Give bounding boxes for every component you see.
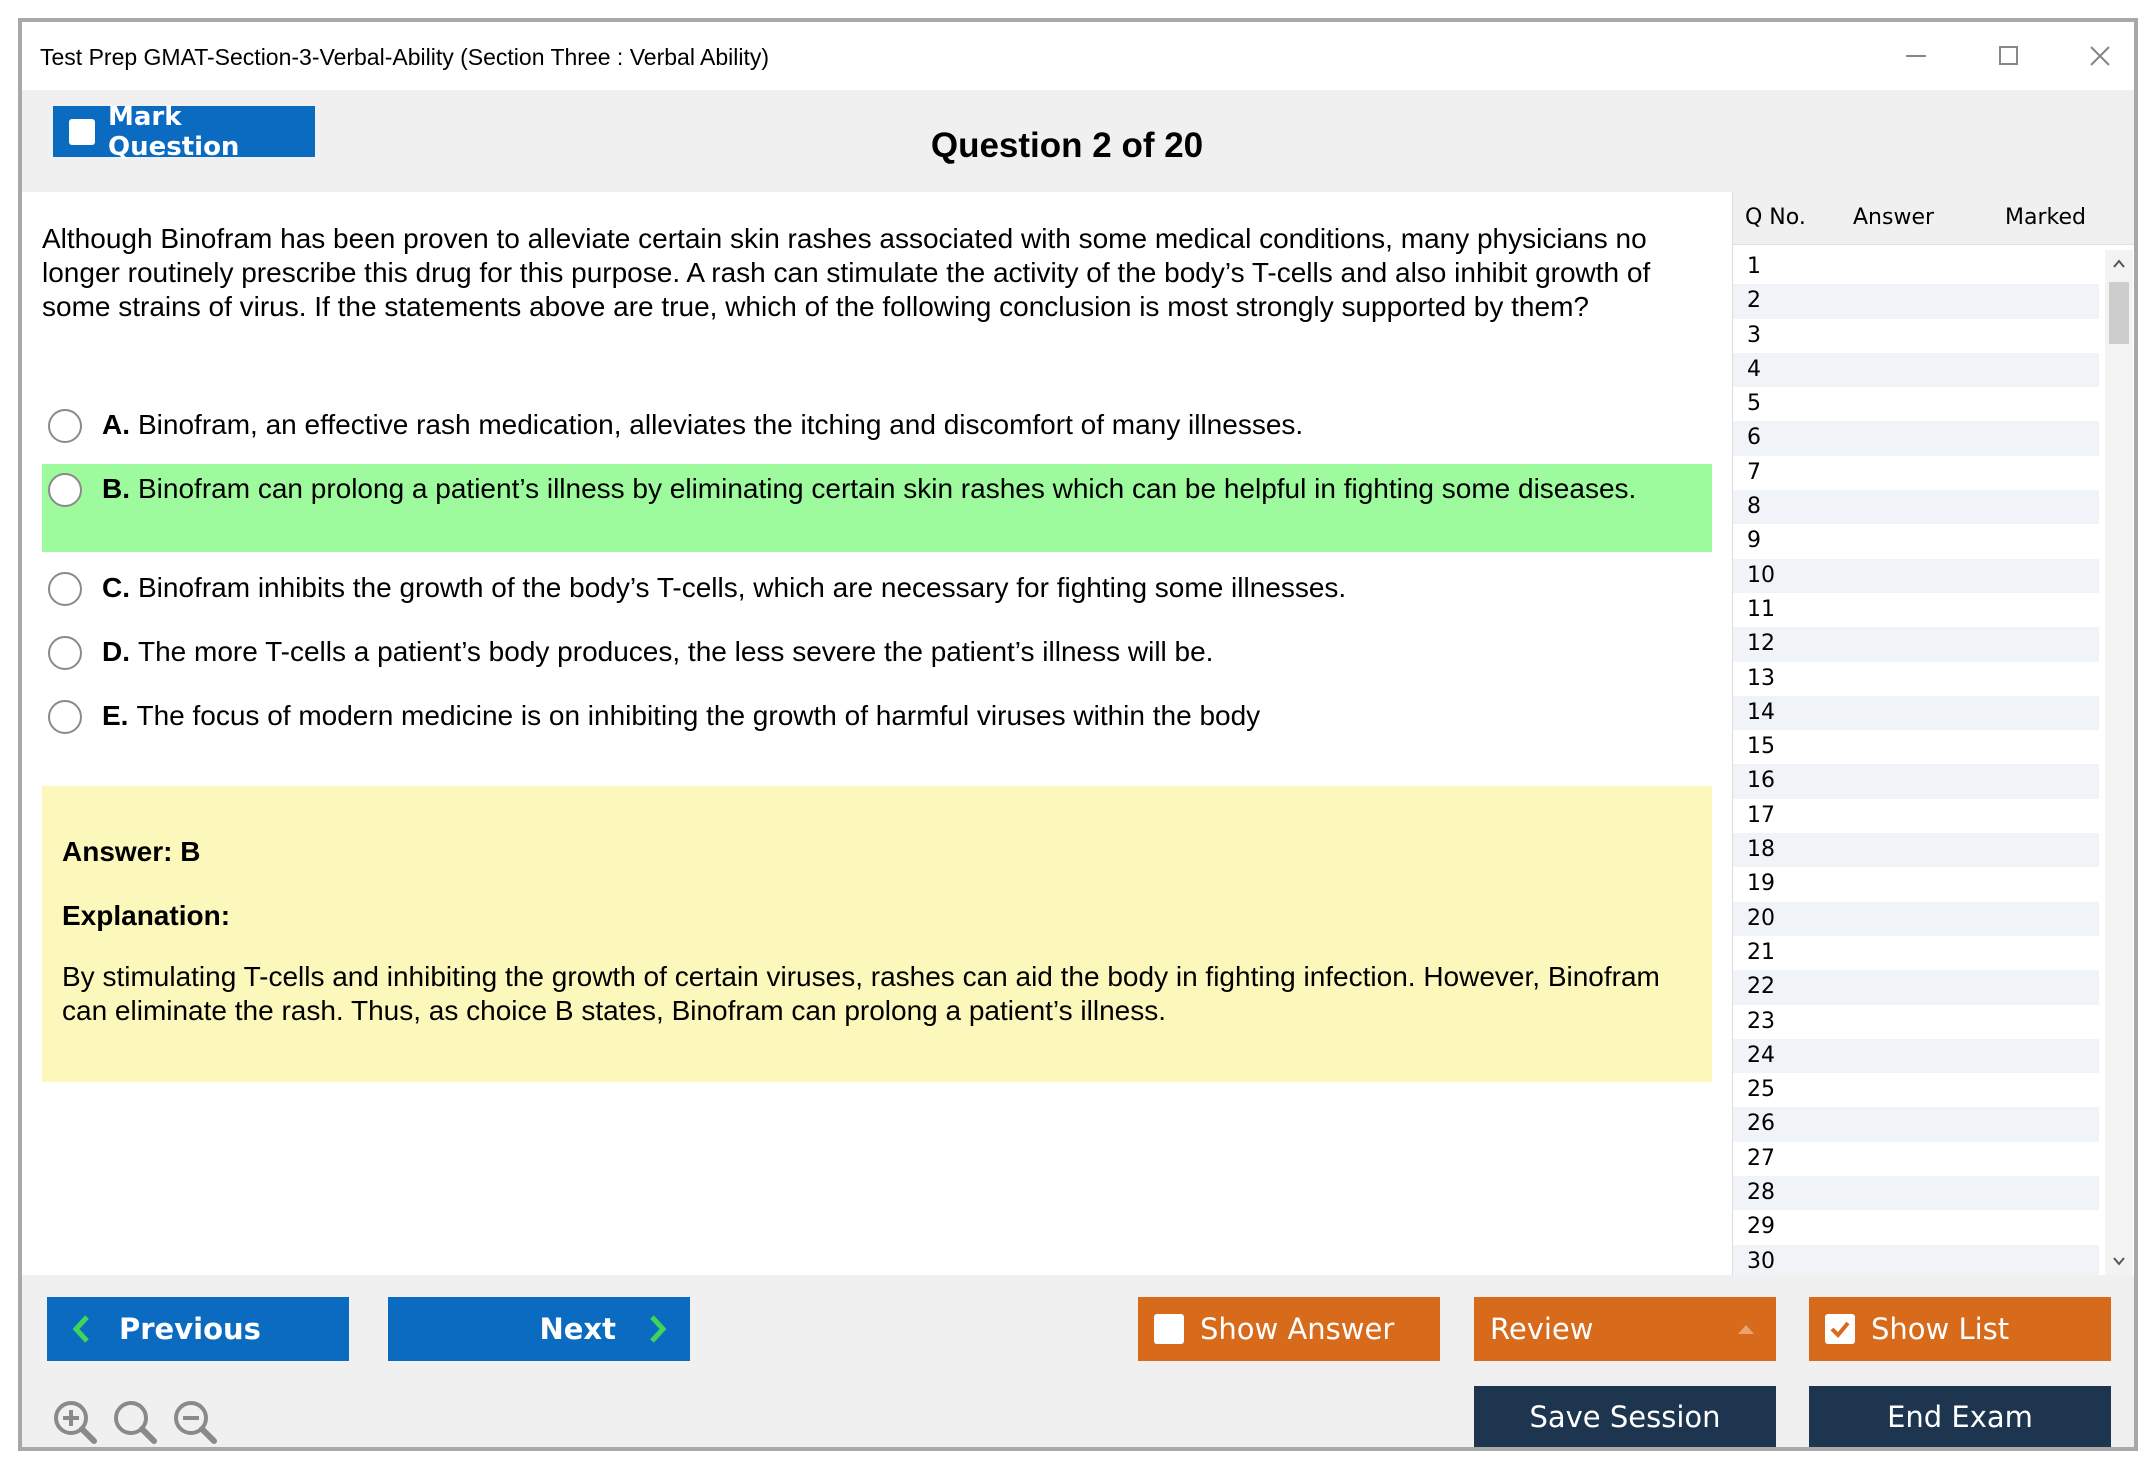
next-label: Next xyxy=(539,1312,616,1346)
question-number: 9 xyxy=(1747,528,1761,554)
explanation-label: Explanation: xyxy=(62,900,231,931)
question-counter: Question 2 of 20 xyxy=(930,126,1204,165)
question-list-row[interactable] xyxy=(1733,696,2099,730)
show-list-button[interactable] xyxy=(1809,1297,2111,1361)
option-letter: D. xyxy=(102,636,130,667)
qno-column-header[interactable]: Q No. xyxy=(1745,205,1806,230)
question-list-row[interactable] xyxy=(1733,867,2099,901)
question-list-row[interactable] xyxy=(1733,250,2099,284)
show-list-label: Show List xyxy=(1871,1312,2010,1346)
option-letter: C. xyxy=(102,572,130,603)
question-number: 26 xyxy=(1747,1111,1775,1137)
question-list-row[interactable] xyxy=(1733,764,2099,798)
option-a-radio[interactable] xyxy=(48,409,82,443)
question-number: 27 xyxy=(1747,1145,1775,1171)
question-number: 15 xyxy=(1747,734,1775,760)
question-number: 19 xyxy=(1747,871,1775,897)
question-number: 4 xyxy=(1747,356,1761,382)
question-list-row[interactable] xyxy=(1733,353,2099,387)
question-list-row[interactable] xyxy=(1733,1210,2099,1244)
question-list-row[interactable] xyxy=(1733,1073,2099,1107)
question-number: 1 xyxy=(1747,254,1761,279)
scroll-down-icon[interactable] xyxy=(2105,1247,2133,1275)
question-number: 2 xyxy=(1747,288,1761,314)
question-list-row[interactable] xyxy=(1733,799,2099,833)
footer-toolbar xyxy=(22,1275,2134,1451)
question-list-row[interactable] xyxy=(1733,559,2099,593)
question-list-scrollbar[interactable] xyxy=(2105,250,2133,1275)
next-button[interactable] xyxy=(388,1297,690,1361)
answer-line: Answer: B xyxy=(62,836,201,867)
question-stem: Although Binofram has been proven to alleviate certain skin rashes associated with some medical conditions, many physicians no longer routinely prescribe this drug for this purpose. A rash can stimulate the activity of the body’s T-cells and also inhibit growth of some strains of virus. If the statements above are true, which of the following conclusion is most strongly supported by them? xyxy=(42,223,1651,322)
marked-column-header[interactable]: Marked xyxy=(2005,205,2086,230)
explanation-text: By stimulating T-cells and inhibiting the growth of certain viruses, rashes can aid the body in fighting infection. However, Binofram can eliminate the rash. Thus, as choice B states, Binofram can prolong a patient’s illness. xyxy=(62,961,1660,1026)
show-answer-button[interactable] xyxy=(1138,1297,1440,1361)
question-number: 14 xyxy=(1747,699,1775,725)
close-icon[interactable] xyxy=(2074,36,2126,76)
question-list-row[interactable] xyxy=(1733,1142,2099,1176)
question-number: 24 xyxy=(1747,1042,1775,1068)
option-e-radio[interactable] xyxy=(48,700,82,734)
question-list-row[interactable] xyxy=(1733,730,2099,764)
caret-up-icon xyxy=(1736,1322,1756,1336)
answer-explanation-box xyxy=(42,786,1712,1082)
zoom-reset-icon[interactable] xyxy=(110,1397,160,1447)
question-list-row[interactable] xyxy=(1733,1107,2099,1141)
question-number: 7 xyxy=(1747,459,1761,485)
question-number: 28 xyxy=(1747,1180,1775,1206)
question-list-row[interactable] xyxy=(1733,319,2099,353)
option-c[interactable] xyxy=(42,563,1712,613)
option-text: Binofram inhibits the growth of the body’s T-cells, which are necessary for fighting some illnesses. xyxy=(138,572,1347,603)
previous-label: Previous xyxy=(119,1312,261,1346)
question-list-row[interactable] xyxy=(1733,1176,2099,1210)
question-number: 29 xyxy=(1747,1214,1775,1240)
question-number: 5 xyxy=(1747,391,1761,417)
option-b-radio[interactable] xyxy=(48,473,82,507)
question-number: 17 xyxy=(1747,802,1775,828)
save-session-label: Save Session xyxy=(1529,1400,1721,1434)
option-letter: A. xyxy=(102,409,130,440)
scroll-up-icon[interactable] xyxy=(2105,250,2133,278)
checkmark-icon xyxy=(1828,1317,1852,1341)
question-list-header xyxy=(1733,192,2135,245)
end-exam-button[interactable] xyxy=(1809,1386,2111,1448)
option-e[interactable] xyxy=(42,691,1712,741)
question-number: 22 xyxy=(1747,974,1775,1000)
question-list-row[interactable] xyxy=(1733,387,2099,421)
question-list-row[interactable] xyxy=(1733,936,2099,970)
question-list-row[interactable] xyxy=(1733,524,2099,558)
question-list-row[interactable] xyxy=(1733,902,2099,936)
question-number: 30 xyxy=(1747,1248,1775,1274)
question-list-row[interactable] xyxy=(1733,1039,2099,1073)
maximize-icon[interactable] xyxy=(1982,36,2034,76)
question-list-row[interactable] xyxy=(1733,970,2099,1004)
end-exam-label: End Exam xyxy=(1887,1400,2033,1434)
question-list-row[interactable] xyxy=(1733,1245,2099,1279)
question-number: 23 xyxy=(1747,1008,1775,1034)
question-list-row[interactable] xyxy=(1733,1005,2099,1039)
option-b[interactable] xyxy=(42,464,1712,552)
question-number: 8 xyxy=(1747,494,1761,520)
question-panel xyxy=(22,192,1732,1275)
minimize-icon[interactable] xyxy=(1890,36,1942,76)
show-list-checkbox[interactable] xyxy=(1825,1314,1855,1344)
previous-button[interactable] xyxy=(47,1297,349,1361)
show-answer-label: Show Answer xyxy=(1200,1312,1395,1346)
question-list-row[interactable] xyxy=(1733,490,2099,524)
save-session-button[interactable] xyxy=(1474,1386,1776,1448)
option-letter: B. xyxy=(102,473,130,504)
zoom-in-icon[interactable] xyxy=(50,1397,100,1447)
question-list-row[interactable] xyxy=(1733,662,2099,696)
zoom-out-icon[interactable] xyxy=(170,1397,220,1447)
question-list-row[interactable] xyxy=(1733,284,2099,318)
question-number: 11 xyxy=(1747,596,1775,622)
question-list-row[interactable] xyxy=(1733,627,2099,661)
question-list-panel xyxy=(1732,192,2135,1275)
show-answer-checkbox[interactable] xyxy=(1154,1314,1184,1344)
scroll-thumb[interactable] xyxy=(2109,282,2129,344)
option-letter: E. xyxy=(102,700,129,731)
mark-question-label: Mark Question xyxy=(108,101,240,162)
question-number: 13 xyxy=(1747,665,1775,691)
option-text: The focus of modern medicine is on inhibiting the growth of harmful viruses within the body xyxy=(136,700,1261,731)
question-number: 20 xyxy=(1747,905,1775,931)
window-title: Test Prep GMAT-Section-3-Verbal-Ability (Section Three : Verbal Ability) xyxy=(40,44,770,70)
title-bar xyxy=(22,22,2134,90)
question-number: 6 xyxy=(1747,425,1761,451)
question-list-row[interactable] xyxy=(1733,593,2099,627)
answer-column-header[interactable]: Answer xyxy=(1853,205,1935,230)
chevron-right-icon xyxy=(646,1314,668,1344)
app-window xyxy=(18,18,2138,1451)
option-d-radio[interactable] xyxy=(48,636,82,670)
question-number: 21 xyxy=(1747,939,1775,965)
question-number: 10 xyxy=(1747,562,1775,588)
question-number: 3 xyxy=(1747,322,1761,348)
question-header xyxy=(22,90,2134,192)
question-list-row[interactable] xyxy=(1733,456,2099,490)
question-list-row[interactable] xyxy=(1733,421,2099,455)
review-label: Review xyxy=(1490,1312,1594,1346)
question-list-row[interactable] xyxy=(1733,833,2099,867)
option-d[interactable] xyxy=(42,627,1712,677)
question-number: 18 xyxy=(1747,837,1775,863)
question-number: 12 xyxy=(1747,631,1775,657)
question-list-rows xyxy=(1733,250,2099,1279)
question-number: 25 xyxy=(1747,1077,1775,1103)
review-button[interactable] xyxy=(1474,1297,1776,1361)
option-c-radio[interactable] xyxy=(48,572,82,606)
option-text: The more T-cells a patient’s body produces, the less severe the patient’s illness will be. xyxy=(138,636,1214,667)
option-text: Binofram, an effective rash medication, alleviates the itching and discomfort of many illnesses. xyxy=(138,409,1304,440)
chevron-left-icon xyxy=(71,1314,93,1344)
question-number: 16 xyxy=(1747,768,1775,794)
option-text: Binofram can prolong a patient’s illness by eliminating certain skin rashes which can be helpful in fighting some diseases. xyxy=(138,473,1637,504)
option-a[interactable] xyxy=(42,400,1712,450)
